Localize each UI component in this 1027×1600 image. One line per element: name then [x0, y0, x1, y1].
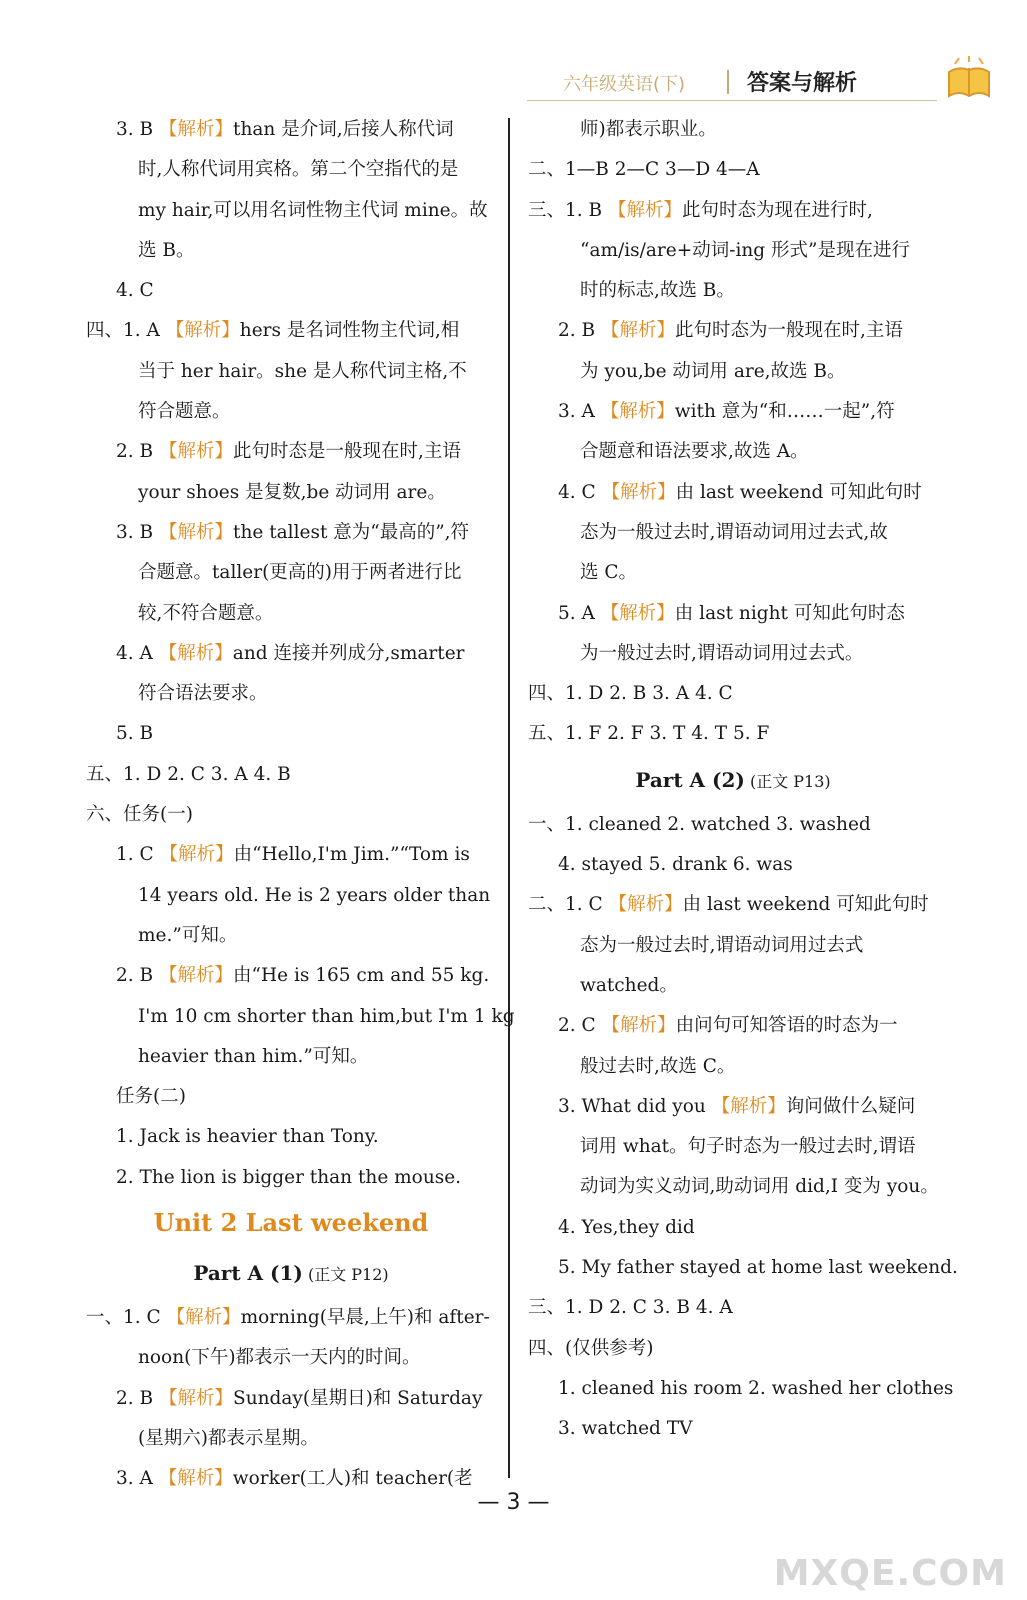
answer-line	[86, 1077, 496, 1117]
answer-label: 2. B	[116, 1387, 160, 1409]
answer-text: your shoes 是复数,be 动词用 are。	[138, 481, 446, 503]
answer-line	[528, 271, 938, 311]
answer-label: 2. C	[558, 1015, 602, 1037]
answer-label: 2. B	[116, 441, 160, 463]
part-heading	[528, 755, 938, 805]
part-title: Part A (2)	[635, 767, 745, 792]
answer-line	[528, 473, 938, 513]
answer-line	[528, 885, 938, 925]
answer-line	[528, 191, 938, 231]
answer-line	[86, 1419, 496, 1459]
answer-line	[528, 674, 938, 714]
answer-line	[86, 594, 496, 634]
answer-label: 六、任务(一)	[86, 804, 193, 826]
analysis-tag: 【解析】	[159, 521, 234, 543]
answer-label: 5. My father stayed at home last weekend.	[558, 1257, 958, 1279]
column-divider	[508, 118, 510, 1478]
answer-line	[86, 392, 496, 432]
answer-label: 4. Yes,they did	[558, 1216, 695, 1238]
answer-label: 2. B	[116, 965, 160, 987]
right-column	[528, 110, 958, 1450]
answer-label: 1. C	[116, 844, 160, 866]
answer-label: 一、1. cleaned 2. watched 3. washed	[528, 813, 871, 835]
answer-text: with 意为“和……一起”,符	[674, 401, 895, 423]
answer-text: 时,人称代词用宾格。第二个空指代的是	[138, 159, 459, 181]
answer-text: 动词为实义动词,助动词用 did,I 变为 you。	[580, 1176, 939, 1198]
answer-label: 1. cleaned his room 2. washed her clothes	[558, 1377, 954, 1399]
answer-label: 4. C	[558, 481, 602, 503]
answer-line	[528, 1329, 938, 1369]
analysis-tag: 【解析】	[158, 642, 233, 664]
answer-text: 般过去时,故选 C。	[580, 1055, 736, 1077]
section-title: 答案与解析	[747, 71, 858, 96]
answer-line	[86, 513, 496, 553]
answer-label: 一、1. C	[86, 1307, 167, 1329]
answer-line	[86, 110, 496, 150]
answer-line	[528, 1248, 958, 1288]
answer-text: my hair,可以用名词性物主代词 mine。故	[138, 199, 488, 221]
answer-label: 4. A	[116, 642, 159, 664]
answer-line	[528, 1369, 954, 1409]
answer-label: 4. stayed 5. drank 6. was	[558, 854, 793, 876]
answer-text: 较,不符合题意。	[138, 602, 274, 624]
answer-text: 由“He is 165 cm and 55 kg.	[233, 965, 490, 987]
answer-text: 符合语法要求。	[138, 683, 268, 705]
watermark: MXQE.COM	[773, 1553, 1007, 1594]
answer-text: than 是介词,后接人称代词	[233, 119, 454, 140]
answer-text: 为 you,be 动词用 are,故选 B。	[580, 360, 846, 382]
answer-line	[528, 845, 938, 885]
answer-text: I'm 10 cm shorter than him,but I'm 1 kg	[138, 1005, 515, 1027]
answer-line	[86, 352, 496, 392]
answer-text: noon(下午)都表示一天内的时间。	[138, 1347, 421, 1369]
answer-text: 由 last night 可知此句时态	[674, 602, 905, 624]
part-page-ref: (正文 P12)	[302, 1265, 389, 1285]
page-number: — 3 —	[477, 1490, 550, 1515]
analysis-tag: 【解析】	[601, 481, 676, 503]
answer-line	[86, 997, 515, 1037]
answer-label: 四、(仅供参考)	[528, 1337, 654, 1359]
part-heading	[86, 1248, 496, 1298]
answer-label: 4. C	[116, 280, 154, 302]
answer-line	[528, 1167, 938, 1207]
answer-text: 合题意。taller(更高的)用于两者进行比	[138, 562, 462, 584]
answer-text: 选 B。	[138, 239, 195, 261]
answer-line	[528, 1006, 938, 1046]
answer-line	[86, 191, 496, 231]
answer-text: 选 C。	[580, 562, 638, 584]
answer-line	[528, 432, 938, 472]
answer-line	[86, 1338, 496, 1378]
answer-text: 由 last weekend 可知此句时	[682, 894, 929, 916]
answer-label: 3. What did you	[558, 1095, 712, 1117]
analysis-tag: 【解析】	[158, 1468, 233, 1490]
open-book-icon	[945, 56, 993, 104]
answer-label: 3. A	[558, 401, 601, 423]
answer-line	[528, 634, 938, 674]
answer-line	[86, 1117, 496, 1157]
answer-line	[528, 1288, 938, 1328]
answer-line	[86, 1037, 496, 1077]
answer-label: 三、1. B	[528, 199, 609, 221]
answer-line	[86, 714, 496, 754]
answer-line	[528, 110, 938, 150]
answer-line	[86, 432, 496, 472]
answer-text: worker(工人)和 teacher(老	[232, 1468, 473, 1490]
answer-text: 由 last weekend 可知此句时	[675, 481, 922, 503]
answer-line	[528, 594, 938, 634]
page-header	[527, 62, 1007, 106]
analysis-tag: 【解析】	[608, 894, 683, 916]
answer-line	[86, 473, 496, 513]
answer-text: 时的标志,故选 B。	[580, 280, 735, 302]
analysis-tag: 【解析】	[601, 1015, 676, 1037]
answer-text: “am/is/are+动词-ing 形式”是现在进行	[580, 239, 910, 261]
left-column	[86, 110, 515, 1500]
answer-text: 由“Hello,I'm Jim.”“Tom is	[233, 844, 470, 866]
answer-line	[86, 271, 496, 311]
answer-label: 三、1. D 2. C 3. B 4. A	[528, 1297, 733, 1319]
header-rule	[527, 100, 937, 101]
answer-label: 二、1—B 2—C 3—D 4—A	[528, 159, 760, 181]
analysis-tag: 【解析】	[166, 1307, 241, 1329]
analysis-tag: 【解析】	[601, 320, 676, 342]
analysis-tag: 【解析】	[608, 199, 683, 221]
answer-line	[86, 311, 496, 351]
analysis-tag: 【解析】	[600, 602, 675, 624]
part-page-ref: (正文 P13)	[744, 771, 831, 791]
answer-line	[528, 352, 938, 392]
answer-label: 3. watched TV	[558, 1418, 693, 1440]
answer-label: 1. Jack is heavier than Tony.	[116, 1126, 379, 1148]
answer-label: 2. The lion is bigger than the mouse.	[116, 1166, 462, 1188]
answer-line	[86, 231, 496, 271]
answer-line	[86, 1298, 496, 1338]
answer-line	[528, 1087, 938, 1127]
analysis-tag: 【解析】	[159, 441, 234, 463]
answer-text: 为一般过去时,谓语动词用过去式。	[580, 642, 864, 664]
answer-line	[528, 553, 938, 593]
answer-label: 3. B	[116, 521, 160, 543]
unit-heading: Unit 2 Last weekend	[153, 1208, 429, 1238]
answer-text: 符合题意。	[138, 401, 231, 423]
answer-line	[86, 795, 496, 835]
answer-line	[528, 311, 938, 351]
answer-label: 四、1. A	[86, 320, 166, 342]
answer-label: 二、1. C	[528, 894, 609, 916]
answer-line	[528, 513, 938, 553]
answer-text: (星期六)都表示星期。	[138, 1427, 319, 1449]
answer-line	[528, 1127, 938, 1167]
analysis-tag: 【解析】	[600, 401, 675, 423]
answer-text: 14 years old. He is 2 years older than	[138, 884, 491, 906]
answer-text: and 连接并列成分,smarter	[232, 642, 465, 664]
answer-text: morning(早晨,上午)和 after-	[240, 1307, 490, 1329]
answer-text: watched。	[580, 974, 678, 996]
answer-line	[86, 674, 496, 714]
answer-text: hers 是名词性物主代词,相	[239, 320, 460, 342]
answer-text: 词用 what。句子时态为一般过去时,谓语	[580, 1136, 916, 1158]
answer-line	[86, 1379, 496, 1419]
answer-text: 询问做什么疑问	[785, 1095, 916, 1117]
answer-text: heavier than him.”可知。	[138, 1045, 369, 1067]
answer-line	[528, 392, 938, 432]
answer-line	[528, 926, 938, 966]
answer-label: 5. B	[116, 723, 154, 745]
answer-label: 5. A	[558, 602, 601, 624]
answer-text: 此句时态为一般现在时,主语	[675, 320, 903, 342]
answer-line	[528, 150, 938, 190]
answer-text: the tallest 意为“最高的”,符	[233, 521, 470, 543]
analysis-tag: 【解析】	[159, 965, 234, 987]
answer-label: 四、1. D 2. B 3. A 4. C	[528, 683, 733, 705]
answer-line	[528, 1208, 938, 1248]
answer-text: 此句时态是一般现在时,主语	[233, 441, 461, 463]
answer-text: 合题意和语法要求,故选 A。	[580, 441, 809, 463]
answer-label: 任务(二)	[116, 1086, 186, 1108]
answer-text: me.”可知。	[138, 924, 238, 946]
answer-text: 此句时态为现在进行时,	[682, 199, 873, 221]
answer-line	[86, 755, 496, 795]
answer-label: 2. B	[558, 320, 602, 342]
answer-line	[86, 876, 496, 916]
answer-label: 3. B	[116, 119, 160, 140]
part-title: Part A (1)	[193, 1261, 303, 1286]
answer-line	[528, 714, 938, 754]
answer-text: 当于 her hair。she 是人称代词主格,不	[138, 360, 467, 382]
answer-line	[86, 835, 496, 875]
book-subtitle: 六年级英语(下)	[563, 74, 686, 95]
analysis-tag: 【解析】	[159, 1387, 234, 1409]
analysis-tag: 【解析】	[159, 844, 234, 866]
answer-text: Sunday(星期日)和 Saturday	[233, 1387, 483, 1409]
analysis-tag: 【解析】	[165, 320, 240, 342]
answer-line	[86, 916, 496, 956]
answer-text: 态为一般过去时,谓语动词用过去式,故	[580, 521, 888, 543]
answer-text: 由问句可知答语的时态为一	[675, 1015, 898, 1037]
answer-line	[86, 634, 496, 674]
answer-line	[528, 1047, 938, 1087]
answer-line	[528, 966, 938, 1006]
answer-line	[86, 1158, 496, 1198]
answer-line	[86, 956, 496, 996]
answer-line	[86, 553, 496, 593]
answer-line	[86, 150, 496, 190]
answer-text: 师)都表示职业。	[580, 119, 717, 140]
answer-text: 态为一般过去时,谓语动词用过去式	[580, 934, 864, 956]
analysis-tag: 【解析】	[711, 1095, 786, 1117]
answer-label: 3. A	[116, 1468, 159, 1490]
answer-line	[528, 231, 938, 271]
answer-label: 五、1. D 2. C 3. A 4. B	[86, 763, 291, 785]
answer-line	[528, 805, 938, 845]
answer-line	[528, 1409, 938, 1449]
header-separator	[727, 70, 729, 94]
analysis-tag: 【解析】	[159, 119, 234, 140]
answer-label: 五、1. F 2. F 3. T 4. T 5. F	[528, 723, 770, 745]
